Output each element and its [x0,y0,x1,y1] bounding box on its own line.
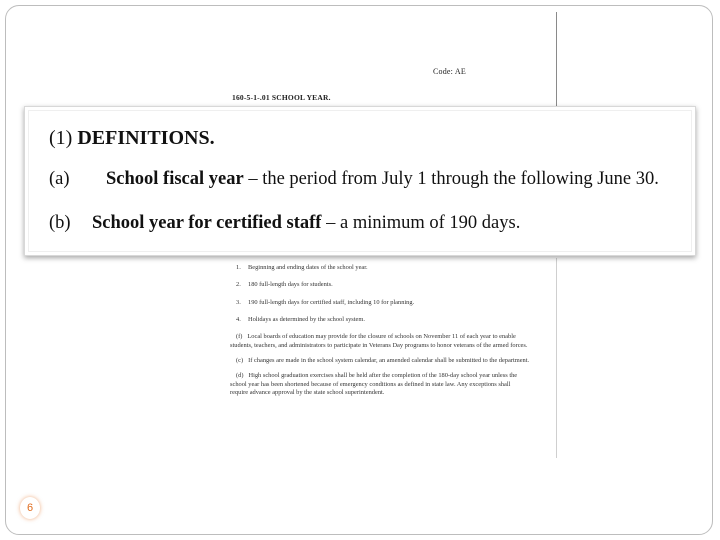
paragraph-label: (d) [236,372,244,380]
list-item-number: 1. [236,264,241,271]
code-label: Code: AE [433,67,466,76]
list-item [230,264,530,272]
definitions-heading [49,127,215,150]
list-item-text: 190 full-length days for certified staff, including 10 for planning. [248,298,415,306]
rule-title: 160-5-1-.01 SCHOOL YEAR. [232,93,331,102]
definition-text: – the period from July 1 through the following June 30. [243,169,659,189]
list-item [230,316,530,324]
list-item [230,299,530,307]
definition-text: – a minimum of 190 days. [321,213,521,233]
definitions-callout [24,106,696,256]
page-number-badge: 6 [20,497,40,519]
document-edge-line [556,12,557,107]
list-item [230,281,530,289]
document-edge-line-lower [556,258,557,458]
paragraph [230,333,530,350]
definition-item-b [49,213,520,234]
list-item-number: 4. [236,315,241,323]
list-item-text: 180 full-length days for students. [248,281,333,289]
definition-term: School fiscal year [106,169,244,189]
document-body [230,264,530,404]
paragraph-text: High school graduation exercises shall be held after the completion of the 180-day school year unless the school year has been shortened because of emergency conditions as defined in state law. Any exceptions shall require advance approval by the state school superintendent. [230,372,518,396]
definition-item-a [49,169,659,190]
list-item-text: Holidays as determined by the school system. [248,315,365,323]
paragraph [230,372,530,397]
definition-term: School year for certified staff [92,213,322,233]
definition-letter: (a) [49,169,70,189]
paragraph-label: (f) [236,333,243,341]
paragraph-label: (c) [236,356,244,364]
list-item-text: Beginning and ending dates of the school year. [248,264,368,271]
definition-letter: (b) [49,213,71,233]
paragraph [230,357,530,365]
paragraph-text: If changes are made in the school system calendar, an amended calendar shall be submitted to the department. [248,356,530,364]
definitions-heading-number: (1) [49,127,73,149]
list-item-number: 3. [236,298,241,306]
list-item-number: 2. [236,281,241,289]
definitions-heading-text: DEFINITIONS. [77,127,215,149]
paragraph-text: Local boards of education may provide for the closure of schools on November 11 of each year to enable students, teachers, and administrators to participate in Veterans Day programs to honor veterans of the armed forces. [230,333,528,349]
